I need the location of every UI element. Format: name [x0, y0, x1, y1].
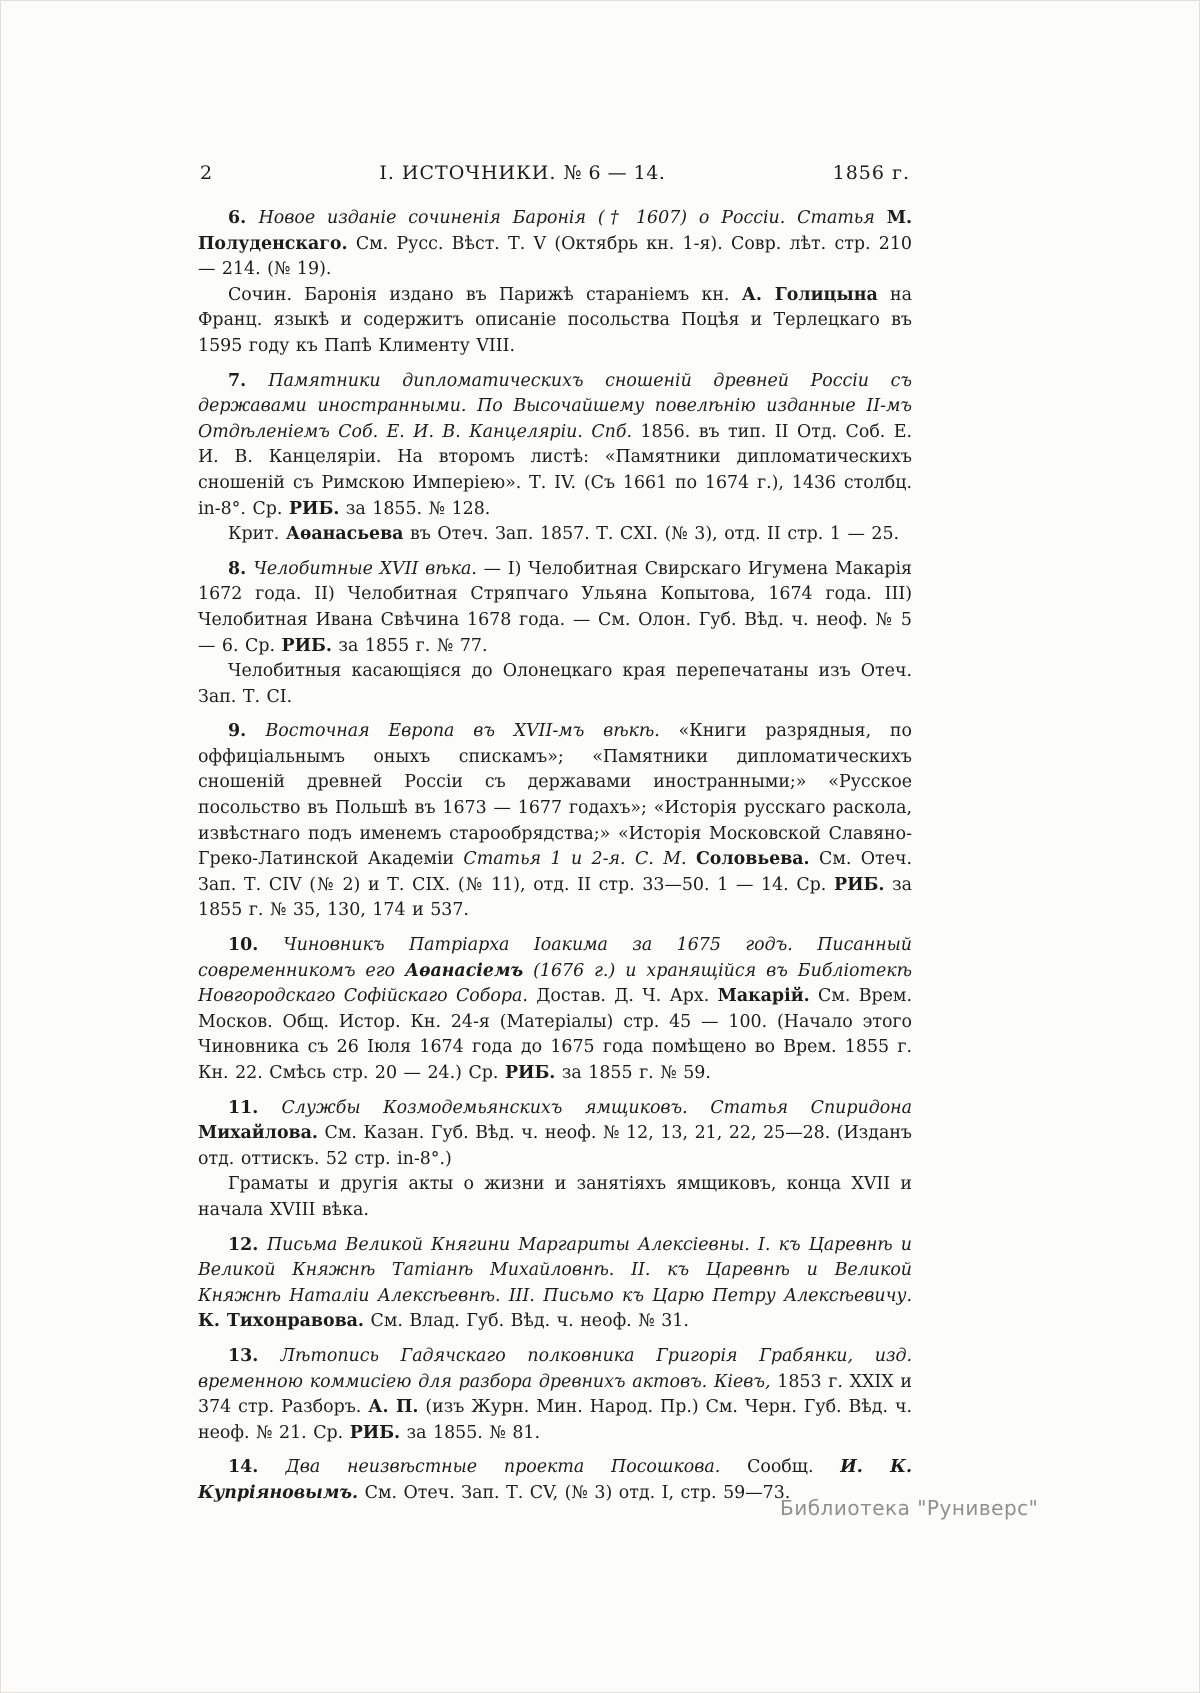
text-run: за 1855. № 81.: [400, 1422, 540, 1443]
entry-paragraph: [198, 369, 912, 523]
text-run: Статья 1 и 2-я. С. М.: [463, 849, 696, 870]
entry-paragraph: [198, 1344, 912, 1446]
text-run: Макарій.: [717, 986, 810, 1007]
text-run: «Книги разрядныя, по оффиціальнымъ оныхъ спискамъ»; «Памятники дипломатическихъ сношеній древней Россіи съ державами иностранными;» «Русское посольство въ Польшѣ въ 1673 — 1677 годахъ»; «Исторія русскаго раскола, извѣстнаго подъ именемъ старообрядства;» «Исторія Московской Славяно-Греко-Латинской Академіи: [198, 721, 912, 870]
text-run: за 1855 г. № 59.: [555, 1063, 711, 1083]
text-run: 10.: [228, 935, 284, 956]
entry-note-paragraph: [198, 659, 912, 710]
entry-note-paragraph: [198, 283, 912, 360]
page-number: 2: [200, 162, 213, 184]
text-run: Михайлова.: [198, 1123, 318, 1144]
text-run: См. Казан. Губ. Вѣд. ч. неоф. № 12, 13, 21, 22, 25—28. (Изданъ отд. оттискъ. 52 стр. in-8°.): [198, 1123, 912, 1169]
text-run: Сочин. Баронія издано въ Парижѣ стараніемъ кн.: [228, 284, 742, 305]
text-run: См. Врем. Москов. Общ. Истор. Кн. 24-я (Матеріалы) стр. 45 — 100. (Начало этого Чиновника съ 26 Іюля 1674 года до 1675 года помѣщено во Врем. 1855 г. Кн. 22. Смѣсь стр. 20 — 24.) Ср.: [198, 986, 912, 1083]
text-run: 11.: [228, 1097, 282, 1118]
entry-paragraph: [198, 206, 912, 283]
text-run: Челобитныя касающіяся до Олонецкаго края перепечатаны изъ Отеч. Зап. Т. CI.: [198, 661, 912, 707]
text-run: 9.: [228, 721, 266, 742]
entry-paragraph: [198, 1096, 912, 1173]
text-run: на Франц. языкѣ и содержитъ описаніе посольства Поцѣя и Терлецкаго въ 1595 году къ Папѣ Клименту VIII.: [198, 284, 912, 356]
text-run: Службы Козмодемьянскихъ ямщиковъ. Статья Спиридона: [281, 1097, 913, 1118]
text-run: Восточная Европа въ XVII-мъ вѣкѣ.: [265, 721, 660, 742]
text-run: Лѣтопись Гадячскаго полковника Григорія Грабянки, изд. временною коммисіею для разбора древнихъ актовъ. Кіевъ,: [198, 1345, 912, 1392]
page-header: [198, 162, 912, 184]
entry-note-paragraph: [198, 522, 912, 548]
text-run: 13.: [228, 1345, 281, 1366]
text-run: 6.: [228, 208, 259, 228]
text-run: Письма Великой Княгини Маргариты Алексіевны. I. къ Царевнѣ и Великой Княжнѣ Татіанѣ Михайловнѣ. II. къ Царевнѣ и Великой Княжнѣ Наталіи Алексѣевнѣ. III. Письмо къ Царю Петру Алексѣевичу.: [198, 1234, 913, 1306]
text-run: Достав. Д. Ч. Арх.: [527, 986, 718, 1007]
text-run: 1853 г. XXIX и 374 стр. Разборъ.: [198, 1371, 912, 1418]
text-run: за 1855. № 128.: [339, 498, 491, 519]
section-title: І. ИСТОЧНИКИ.: [379, 162, 557, 184]
entry-note-paragraph: [198, 1172, 912, 1223]
text-run: 14.: [228, 1457, 286, 1478]
text-run: за 1855 г. № 35, 130, 174 и 537.: [198, 874, 912, 921]
text-block: [198, 162, 912, 1507]
text-run: 8.: [228, 558, 254, 579]
text-run: Сообщ.: [720, 1457, 841, 1478]
text-run: 1856. въ тип. ІІ Отд. Соб. Е. И. В. Канцеляріи. На второмъ листѣ: «Памятники дипломатическихъ сношеній съ Римскою Имперіею». Т. IV. (Съ 1661 по 1674 г.), 1436 столбц. in-8°. Ср.: [198, 421, 912, 519]
year-label: 1856 г.: [832, 162, 910, 184]
text-run: РИБ.: [834, 874, 885, 895]
text-run: Аѳанасіемъ: [404, 960, 524, 981]
text-run: А. Голицына: [741, 284, 878, 305]
running-title: [379, 162, 665, 184]
entry-paragraph: [198, 557, 912, 659]
text-run: См. Русс. Вѣст. Т. V (Октябрь кн. 1-я). Совр. лѣт. стр. 210 — 214. (№ 19).: [198, 233, 912, 280]
text-run: РИБ.: [504, 1063, 556, 1083]
text-run: Памятники дипломатическихъ сношеній древней Россіи съ державами иностранными. По Высочайшему повелѣнію изданные ІІ-мъ Отдѣленіемъ Соб. Е. И. В. Канцеляріи. Спб.: [198, 370, 912, 442]
text-run: 12.: [228, 1234, 267, 1255]
text-run: Аѳанасьева: [285, 524, 404, 545]
text-run: РИБ.: [281, 635, 332, 656]
text-run: М. Полуденскаго.: [198, 208, 912, 254]
text-run: — I) Челобитная Свирскаго Игумена Макарія 1672 года. II) Челобитная Стряпчаго Ульяна Копытова, 1674 года. III) Челобитная Ивана Свѣчина 1678 года. — См. Олон. Губ. Вѣд. ч. неоф. № 5 — 6. Ср.: [198, 558, 912, 656]
entry-paragraph: [198, 719, 912, 924]
text-run: 7.: [228, 370, 269, 391]
text-run: Чиновникъ Патріарха Іоакима за 1675 годъ. Писанный современникомъ его: [198, 935, 912, 981]
text-run: Челобитные XVII вѣка.: [253, 558, 477, 579]
entry-paragraph: [198, 933, 912, 1087]
text-run: Крит.: [228, 524, 286, 545]
text-run: РИБ.: [288, 498, 340, 519]
entry-paragraph: [198, 1233, 912, 1335]
text-run: Статья: [785, 208, 887, 228]
text-run: Граматы и другія акты о жизни и занятіяхъ ямщиковъ, конца XVII и начала XVIII вѣка.: [198, 1174, 912, 1220]
text-run: за 1855 г. № 77.: [331, 635, 488, 656]
text-run: См. Отеч. Зап. Т. CIV (№ 2) и Т. CIX. (№ 11), отд. II стр. 33—50. 1 — 14. Ср.: [198, 849, 912, 895]
text-run: (1676 г.) и хранящійся въ Библіотекѣ Новгородскаго Софійскаго Собора.: [198, 960, 912, 1007]
entry-range: № 6 — 14.: [563, 162, 666, 184]
text-run: См. Отеч. Зап. Т. CV, (№ 3) отд. I, стр. 59—73.: [358, 1482, 791, 1503]
text-run: А. П.: [368, 1397, 419, 1418]
text-run: РИБ.: [349, 1422, 401, 1443]
text-run: (изъ Журн. Мин. Народ. Пр.) См. Черн. Губ. Вѣд. ч. неоф. № 21. Ср.: [198, 1397, 912, 1443]
text-run: К. Тихонравова.: [198, 1311, 364, 1332]
text-run: Соловьева.: [695, 849, 810, 870]
text-run: И. К. Купріяновымъ.: [198, 1457, 912, 1503]
text-run: въ Отеч. Зап. 1857. Т. CXI. (№ 3), отд. II стр. 1 — 25.: [403, 524, 900, 545]
text-run: Новое изданіе сочиненія Баронія († 1607) о Россіи.: [258, 208, 786, 228]
entries: [198, 206, 912, 1507]
library-watermark: Библиотека "Руниверс": [780, 1496, 1039, 1520]
text-run: Два неизвѣстные проекта Посошкова.: [285, 1457, 721, 1478]
text-run: См. Влад. Губ. Вѣд. ч. неоф. № 31.: [363, 1311, 689, 1332]
